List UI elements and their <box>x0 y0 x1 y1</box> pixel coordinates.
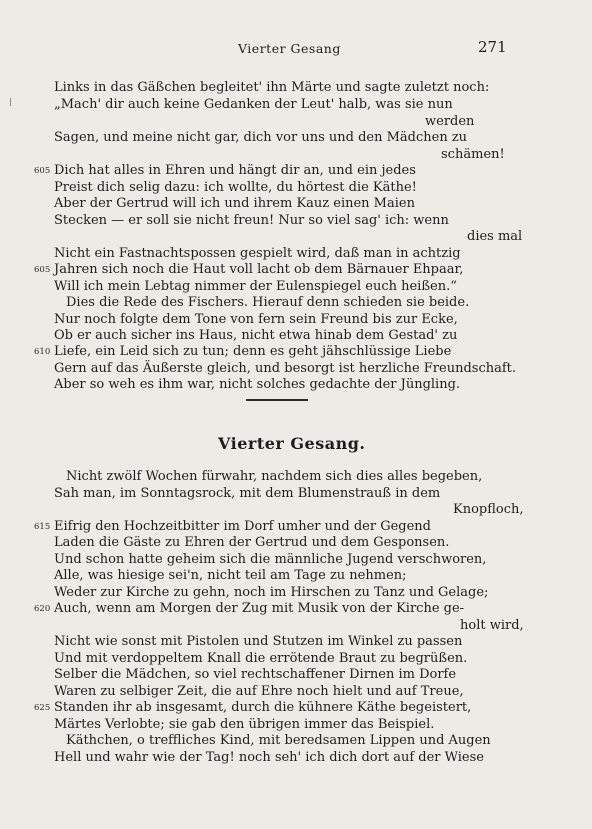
verse-line-continuation: Knopfloch, <box>453 502 524 517</box>
verse-line: Und schon hatte geheim sich die männliche Jugend verschworen, <box>54 552 487 567</box>
page-number: 271 <box>478 38 507 56</box>
verse-line: Selber die Mädchen, so viel rechtschaffener Dirnen im Dorfe <box>54 667 457 682</box>
verse-line: Hell und wahr wie der Tag! noch seh' ich dich dort auf der Wiese <box>54 750 484 765</box>
verse-line: Käthchen, o treffliches Kind, mit beredsamen Lippen und Augen <box>66 733 491 748</box>
line-number: 610 <box>34 347 51 357</box>
verse-line-continuation: holt wird, <box>460 618 524 633</box>
verse-line: Jahren sich noch die Haut voll lacht ob dem Bärnauer Ehpaar, <box>54 262 464 277</box>
verse-line: Waren zu selbiger Zeit, die auf Ehre noch hielt und auf Treue, <box>54 684 464 699</box>
section-divider <box>246 399 308 401</box>
verse-line: Aber der Gertrud will ich und ihrem Kauz einen Maien <box>54 196 415 211</box>
verse-line: Sagen, und meine nicht gar, dich vor uns und den Mädchen zu <box>54 130 468 145</box>
verse-line: Eifrig den Hochzeitbitter im Dorf umher und der Gegend <box>54 519 431 534</box>
verse-line: Gern auf das Äußerste gleich, und besorgt ist herzliche Freundschaft. <box>54 361 517 376</box>
verse-line: Sah man, im Sonntagsrock, mit dem Blumenstrauß in dem <box>54 486 441 501</box>
verse-line: Nicht wie sonst mit Pistolen und Stutzen im Winkel zu passen <box>54 634 463 649</box>
verse-line: Will ich mein Lebtag nimmer der Eulenspiegel euch heißen.“ <box>54 279 457 294</box>
verse-line: „Mach' dir auch keine Gedanken der Leut' halb, was sie nun <box>54 97 453 112</box>
verse-line: Aber so weh es ihm war, nicht solches gedachte der Jüngling. <box>54 377 461 392</box>
verse-line: Dich hat alles in Ehren und hängt dir an, und ein jedes <box>54 163 416 178</box>
verse-line: Alle, was hiesige sei'n, nicht teil am Tage zu nehmen; <box>54 568 407 583</box>
verse-line: Standen ihr ab insgesamt, durch die kühnere Käthe begeistert, <box>54 700 472 715</box>
verse-line: Nicht zwölf Wochen fürwahr, nachdem sich dies alles begeben, <box>66 469 483 484</box>
section-heading: Vierter Gesang. <box>218 434 366 453</box>
verse-line: Und mit verdoppeltem Knall die errötende Braut zu begrüßen. <box>54 651 468 666</box>
running-head: Vierter Gesang <box>238 41 341 56</box>
verse-line: Preist dich selig dazu: ich wollte, du hörtest die Käthe! <box>54 180 417 195</box>
verse-line: Märtes Verlobte; sie gab den übrigen immer das Beispiel. <box>54 717 435 732</box>
verse-line: Stecken — er soll sie nicht freun! Nur so viel sag' ich: wenn <box>54 213 449 228</box>
line-number: 620 <box>34 604 51 614</box>
verse-line-continuation: werden <box>425 114 475 129</box>
verse-line: Laden die Gäste zu Ehren der Gertrud und dem Gesponsen. <box>54 535 450 550</box>
verse-line-continuation: schämen! <box>441 147 505 162</box>
line-number: 605 <box>34 166 51 176</box>
line-number: 615 <box>34 522 51 532</box>
margin-mark <box>10 98 11 106</box>
verse-line: Dies die Rede des Fischers. Hierauf denn schieden sie beide. <box>66 295 470 310</box>
verse-line: Auch, wenn am Morgen der Zug mit Musik von der Kirche ge- <box>54 601 465 616</box>
verse-line: Ob er auch sicher ins Haus, nicht etwa hinab dem Gestad' zu <box>54 328 458 343</box>
verse-line: Nicht ein Fastnachtspossen gespielt wird, daß man in achtzig <box>54 246 461 261</box>
verse-line: Weder zur Kirche zu gehn, noch im Hirschen zu Tanz und Gelage; <box>54 585 489 600</box>
line-number: 605 <box>34 265 51 275</box>
verse-line-continuation: dies mal <box>467 229 523 244</box>
verse-line: Links in das Gäßchen begleitet' ihn Märte und sagte zuletzt noch: <box>54 80 490 95</box>
line-number: 625 <box>34 703 51 713</box>
verse-line: Nur noch folgte dem Tone von fern sein Freund bis zur Ecke, <box>54 312 458 327</box>
verse-line: Liefe, ein Leid sich zu tun; denn es geht jähschlüssige Liebe <box>54 344 452 359</box>
